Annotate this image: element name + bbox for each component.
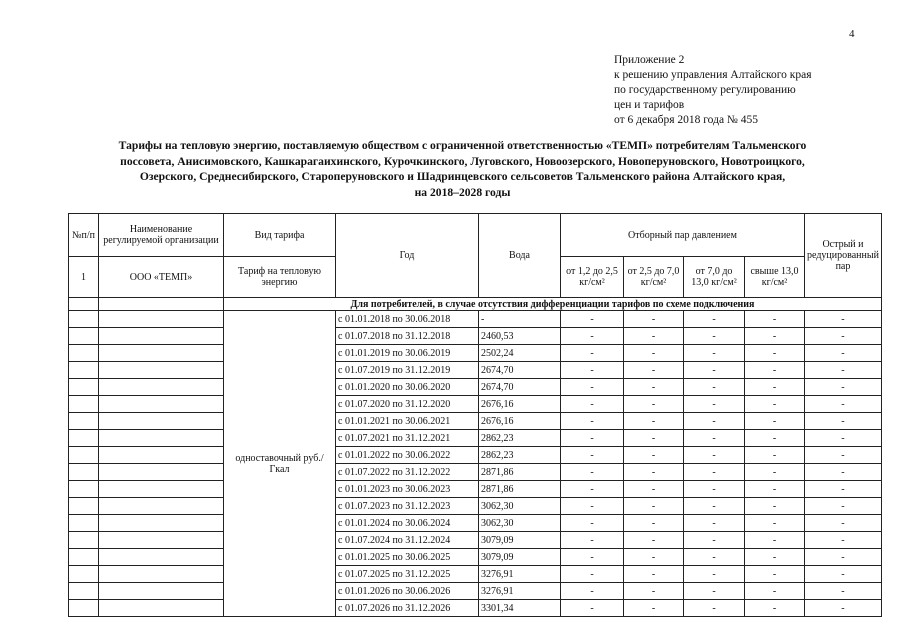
water-value-cell: 3062,30 [479, 498, 561, 515]
period-cell: с 01.01.2026 по 30.06.2026 [336, 583, 479, 600]
period-cell: с 01.01.2024 по 30.06.2024 [336, 515, 479, 532]
row-num-cell [69, 345, 99, 362]
row-num-cell [69, 362, 99, 379]
row-org-cell [99, 396, 224, 413]
section-heading: Для потребителей, в случае отсутствия дифференциации тарифов по схеме подключения [224, 298, 882, 311]
period-cell: с 01.07.2023 по 31.12.2023 [336, 498, 479, 515]
appendix-line: цен и тарифов [614, 99, 685, 111]
dash-cell: - [745, 413, 805, 430]
dash-cell: - [805, 532, 882, 549]
dash-cell: - [745, 498, 805, 515]
dash-cell: - [745, 430, 805, 447]
row-num-cell [69, 566, 99, 583]
dash-cell: - [624, 566, 684, 583]
table-row [69, 515, 882, 532]
dash-cell: - [684, 549, 745, 566]
dash-cell: - [684, 532, 745, 549]
appendix-line: к решению управления Алтайского края [614, 69, 812, 81]
table-row [69, 481, 882, 498]
dash-cell: - [684, 481, 745, 498]
dash-cell: - [805, 481, 882, 498]
dash-cell: - [745, 379, 805, 396]
row-num-cell [69, 413, 99, 430]
period-cell: с 01.07.2022 по 31.12.2022 [336, 464, 479, 481]
dash-cell: - [805, 515, 882, 532]
dash-cell: - [684, 583, 745, 600]
dash-cell: - [624, 481, 684, 498]
dash-cell: - [805, 430, 882, 447]
dash-cell: - [684, 515, 745, 532]
period-cell: с 01.07.2021 по 31.12.2021 [336, 430, 479, 447]
dash-cell: - [745, 311, 805, 328]
rate-type-cell: одноставочный руб./Гкал [224, 311, 336, 617]
water-value-cell: 2676,16 [479, 396, 561, 413]
header-steam-col: от 7,0 до 13,0 кг/см² [684, 257, 745, 298]
period-cell: с 01.01.2022 по 30.06.2022 [336, 447, 479, 464]
appendix-block [614, 53, 812, 128]
dash-cell: - [624, 515, 684, 532]
dash-cell: - [745, 328, 805, 345]
section-blank [99, 298, 224, 311]
row-num-cell [69, 515, 99, 532]
row-org-cell [99, 413, 224, 430]
row-org-cell [99, 515, 224, 532]
dash-cell: - [805, 379, 882, 396]
dash-cell: - [624, 464, 684, 481]
water-value-cell: 2862,23 [479, 447, 561, 464]
row-org-cell [99, 549, 224, 566]
dash-cell: - [561, 583, 624, 600]
table-row [69, 447, 882, 464]
dash-cell: - [805, 498, 882, 515]
water-value-cell: 3276,91 [479, 583, 561, 600]
table-row [69, 498, 882, 515]
title-line: Тарифы на тепловую энергию, поставляемую обществом с ограниченной ответственностью «ТЕМП» потребителям Тальменского [118, 139, 807, 152]
dash-cell: - [745, 362, 805, 379]
dash-cell: - [684, 345, 745, 362]
table-row [69, 566, 882, 583]
header-water: Вода [479, 214, 561, 298]
period-cell: с 01.07.2026 по 31.12.2026 [336, 600, 479, 617]
dash-cell: - [561, 430, 624, 447]
dash-cell: - [624, 328, 684, 345]
row-org-cell [99, 430, 224, 447]
table-row [69, 328, 882, 345]
period-cell: с 01.01.2019 по 30.06.2019 [336, 345, 479, 362]
dash-cell: - [624, 413, 684, 430]
row-num-cell [69, 498, 99, 515]
dash-cell: - [684, 464, 745, 481]
period-cell: с 01.07.2020 по 31.12.2020 [336, 396, 479, 413]
water-value-cell: 2862,23 [479, 430, 561, 447]
period-cell: с 01.01.2020 по 30.06.2020 [336, 379, 479, 396]
dash-cell: - [745, 532, 805, 549]
table-row [69, 583, 882, 600]
dash-cell: - [624, 532, 684, 549]
dash-cell: - [561, 600, 624, 617]
water-value-cell: 3079,09 [479, 549, 561, 566]
dash-cell: - [745, 481, 805, 498]
table-row [69, 379, 882, 396]
water-value-cell: 2674,70 [479, 379, 561, 396]
dash-cell: - [745, 447, 805, 464]
dash-cell: - [624, 600, 684, 617]
water-value-cell: 3301,34 [479, 600, 561, 617]
table-row [69, 430, 882, 447]
period-cell: с 01.07.2025 по 31.12.2025 [336, 566, 479, 583]
row-num-cell [69, 481, 99, 498]
dash-cell: - [684, 498, 745, 515]
dash-cell: - [561, 413, 624, 430]
dash-cell: - [805, 600, 882, 617]
dash-cell: - [684, 600, 745, 617]
table-row [69, 600, 882, 617]
table-row [69, 464, 882, 481]
header-steam: Отборный пар давлением [561, 214, 805, 257]
dash-cell: - [805, 583, 882, 600]
dash-cell: - [624, 345, 684, 362]
dash-cell: - [745, 566, 805, 583]
dash-cell: - [561, 396, 624, 413]
row-num-cell [69, 447, 99, 464]
row-org-cell [99, 481, 224, 498]
water-value-cell: 3062,30 [479, 515, 561, 532]
header-tariff-type: Вид тарифа [224, 214, 336, 257]
dash-cell: - [805, 311, 882, 328]
period-cell: с 01.07.2018 по 31.12.2018 [336, 328, 479, 345]
dash-cell: - [684, 430, 745, 447]
row-org-cell [99, 362, 224, 379]
row-num-cell [69, 311, 99, 328]
period-cell: с 01.07.2019 по 31.12.2019 [336, 362, 479, 379]
dash-cell: - [624, 583, 684, 600]
row-org-cell [99, 532, 224, 549]
appendix-line: по государственному регулированию [614, 84, 796, 96]
dash-cell: - [805, 464, 882, 481]
row-org-cell [99, 566, 224, 583]
dash-cell: - [745, 549, 805, 566]
dash-cell: - [684, 379, 745, 396]
org-row-name: ООО «ТЕМП» [99, 257, 224, 298]
header-sharp-steam: Острый и редуцированный пар [805, 214, 882, 298]
period-cell: с 01.07.2024 по 31.12.2024 [336, 532, 479, 549]
dash-cell: - [561, 532, 624, 549]
table-row [69, 362, 882, 379]
dash-cell: - [745, 515, 805, 532]
dash-cell: - [805, 396, 882, 413]
dash-cell: - [561, 379, 624, 396]
row-org-cell [99, 498, 224, 515]
row-org-cell [99, 447, 224, 464]
table-row [69, 311, 882, 328]
header-num: №п/п [69, 214, 99, 257]
row-num-cell [69, 328, 99, 345]
dash-cell: - [745, 600, 805, 617]
water-value-cell: 2502,24 [479, 345, 561, 362]
water-value-cell: 2871,86 [479, 464, 561, 481]
dash-cell: - [745, 396, 805, 413]
row-num-cell [69, 532, 99, 549]
dash-cell: - [624, 311, 684, 328]
row-num-cell [69, 430, 99, 447]
row-org-cell [99, 379, 224, 396]
dash-cell: - [624, 430, 684, 447]
row-num-cell [69, 600, 99, 617]
dash-cell: - [684, 362, 745, 379]
water-value-cell: 3079,09 [479, 532, 561, 549]
title-line: Озерского, Среднесибирского, Староперуновского и Шадринцевского сельсоветов Тальменского района Алтайского края, [139, 170, 786, 183]
dash-cell: - [745, 583, 805, 600]
row-org-cell [99, 600, 224, 617]
header-org: Наименование регулируемой организации [99, 214, 224, 257]
water-value-cell: 3276,91 [479, 566, 561, 583]
row-org-cell [99, 583, 224, 600]
title-line: на 2018–2028 годы [414, 185, 511, 199]
dash-cell: - [561, 481, 624, 498]
row-num-cell [69, 396, 99, 413]
row-num-cell [69, 583, 99, 600]
row-org-cell [99, 345, 224, 362]
section-blank [69, 298, 99, 311]
water-value-cell: 2674,70 [479, 362, 561, 379]
dash-cell: - [624, 362, 684, 379]
water-value-cell: - [479, 311, 561, 328]
water-value-cell: 2460,53 [479, 328, 561, 345]
dash-cell: - [561, 345, 624, 362]
row-org-cell [99, 311, 224, 328]
dash-cell: - [684, 447, 745, 464]
appendix-line: от 6 декабря 2018 года № 455 [614, 114, 759, 126]
page-number: 4 [849, 28, 855, 40]
header-year: Год [336, 214, 479, 298]
dash-cell: - [805, 413, 882, 430]
dash-cell: - [624, 379, 684, 396]
dash-cell: - [624, 396, 684, 413]
dash-cell: - [561, 566, 624, 583]
dash-cell: - [624, 549, 684, 566]
dash-cell: - [805, 362, 882, 379]
table-row [69, 345, 882, 362]
tariff-table [68, 213, 882, 617]
table-row [69, 532, 882, 549]
dash-cell: - [561, 498, 624, 515]
period-cell: с 01.01.2025 по 30.06.2025 [336, 549, 479, 566]
dash-cell: - [684, 311, 745, 328]
dash-cell: - [624, 498, 684, 515]
header-steam-col: от 1,2 до 2,5 кг/см² [561, 257, 624, 298]
row-org-cell [99, 464, 224, 481]
appendix-line: Приложение 2 [614, 54, 685, 66]
header-steam-col: от 2,5 до 7,0 кг/см² [624, 257, 684, 298]
table-row [69, 413, 882, 430]
header-steam-col: свыше 13,0 кг/см² [745, 257, 805, 298]
org-row-num: 1 [69, 257, 99, 298]
water-value-cell: 2676,16 [479, 413, 561, 430]
row-org-cell [99, 328, 224, 345]
document-title [60, 138, 865, 200]
row-num-cell [69, 379, 99, 396]
dash-cell: - [805, 447, 882, 464]
dash-cell: - [684, 396, 745, 413]
dash-cell: - [561, 362, 624, 379]
dash-cell: - [805, 345, 882, 362]
dash-cell: - [561, 549, 624, 566]
dash-cell: - [805, 549, 882, 566]
dash-cell: - [624, 447, 684, 464]
org-row-tariff: Тариф на тепловую энергию [224, 257, 336, 298]
period-cell: с 01.01.2021 по 30.06.2021 [336, 413, 479, 430]
dash-cell: - [561, 328, 624, 345]
period-cell: с 01.01.2023 по 30.06.2023 [336, 481, 479, 498]
dash-cell: - [684, 413, 745, 430]
table-row [69, 396, 882, 413]
dash-cell: - [561, 515, 624, 532]
title-line: поссовета, Анисимовского, Кашкарагаихинского, Курочкинского, Луговского, Новоозерского, Новоперуновского, Новотроицкого, [120, 154, 805, 168]
row-num-cell [69, 464, 99, 481]
dash-cell: - [684, 328, 745, 345]
dash-cell: - [805, 566, 882, 583]
table-row [69, 549, 882, 566]
dash-cell: - [561, 447, 624, 464]
dash-cell: - [805, 328, 882, 345]
dash-cell: - [561, 464, 624, 481]
period-cell: с 01.01.2018 по 30.06.2018 [336, 311, 479, 328]
row-num-cell [69, 549, 99, 566]
dash-cell: - [745, 345, 805, 362]
water-value-cell: 2871,86 [479, 481, 561, 498]
dash-cell: - [561, 311, 624, 328]
dash-cell: - [745, 464, 805, 481]
dash-cell: - [684, 566, 745, 583]
